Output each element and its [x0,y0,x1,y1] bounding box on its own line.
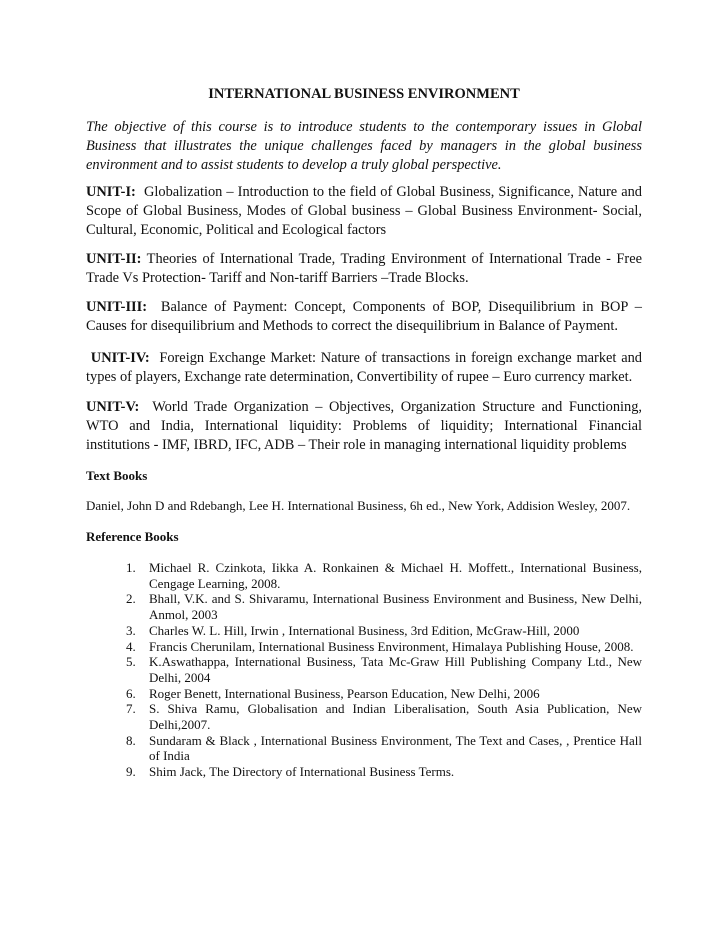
list-item [126,591,642,622]
list-item [126,639,642,655]
unit-3 [86,298,642,336]
list-number: 3. [126,622,136,638]
list-item [126,686,642,702]
list-number: 8. [126,732,136,748]
list-number: 9. [126,764,136,780]
unit-4 [86,349,642,387]
reference-text: Bhall, V.K. and S. Shivaramu, International Business Environment and Business, New Delhi, Anmol, 2003 [149,591,642,623]
reference-text: Charles W. L. Hill, Irwin , International Business, 3rd Edition, McGraw-Hill, 2000 [149,622,580,638]
unit-label: UNIT-IV: [90,350,150,366]
reference-text: Roger Benett, International Business, Pearson Education, New Delhi, 2006 [149,685,540,701]
unit-label: UNIT-V: [86,399,140,415]
unit-label: UNIT-III: [86,299,148,315]
unit-text: Globalization – Introduction to the field of Global Business, Significance, Nature and Scope of Global Business, Modes of Global business – Global Business Environment- Social, Cultural, Economic, Political and Ecological factors [86,184,642,238]
list-item [126,733,642,764]
course-objective: The objective of this course is to introduce students to the contemporary issues in Global Business that illustrates the unique challenges faced by managers in the global business environment and to assist students to develop a truly global perspective. [86,119,642,173]
page-title: INTERNATIONAL BUSINESS ENVIRONMENT [208,86,520,102]
unit-text: Theories of International Trade, Trading Environment of International Trade - Free Trade Vs Protection- Tariff and Non-tariff Barriers –Trade Blocks. [86,251,643,286]
reference-text: Shim Jack, The Directory of International Business Terms. [149,764,455,780]
unit-1 [86,183,642,240]
unit-text: Balance of Payment: Concept, Components of BOP, Disequilibrium in BOP – Causes for disequilibrium and Methods to correct the disequilibrium in Balance of Payment. [86,299,642,334]
list-item [126,701,642,732]
reference-text: K.Aswathappa, International Business, Tata Mc-Graw Hill Publishing Company Ltd., New Delhi, 2004 [149,654,642,685]
list-number: 7. [126,701,136,717]
reference-text: Michael R. Czinkota, Iikka A. Ronkainen & Michael H. Moffett., International Business, Cengage Learning, 2008. [149,560,642,591]
list-number: 4. [126,638,136,654]
list-item [126,654,642,685]
list-item [126,560,642,591]
reference-books-heading: Reference Books [86,529,179,544]
list-item [126,623,642,639]
text-books-heading: Text Books [86,468,148,483]
unit-5 [86,398,642,455]
list-number: 6. [126,685,136,701]
list-number: 5. [126,654,136,670]
reference-text: Sundaram & Black , International Business Environment, The Text and Cases, , Prentice Hall of India [149,732,642,764]
text-book-entry: Daniel, John D and Rdebangh, Lee H. International Business, 6h ed., New York, Addision Wesley, 2007. [86,498,631,513]
unit-text: World Trade Organization – Objectives, Organization Structure and Functioning, WTO and India, International liquidity: Problems of liquidity; International Financial institutions - IMF, IBRD, IFC, ADB – Their role in managing international liquidity problems [86,399,643,453]
reference-text: S. Shiva Ramu, Globalisation and Indian Liberalisation, South Asia Publication, New Delhi,2007. [149,701,642,733]
unit-label: UNIT-I: [86,184,136,200]
unit-2 [86,250,642,288]
unit-label: UNIT-II: [86,251,142,267]
list-number: 2. [126,591,136,607]
list-item [126,764,642,780]
list-number: 1. [126,560,136,575]
unit-text: Foreign Exchange Market: Nature of transactions in foreign exchange market and types of players, Exchange rate determination, Convertibility of rupee – Euro currency market. [86,350,642,385]
reference-list [126,560,642,780]
reference-text: Francis Cherunilam, International Business Environment, Himalaya Publishing House, 2008. [149,638,634,654]
